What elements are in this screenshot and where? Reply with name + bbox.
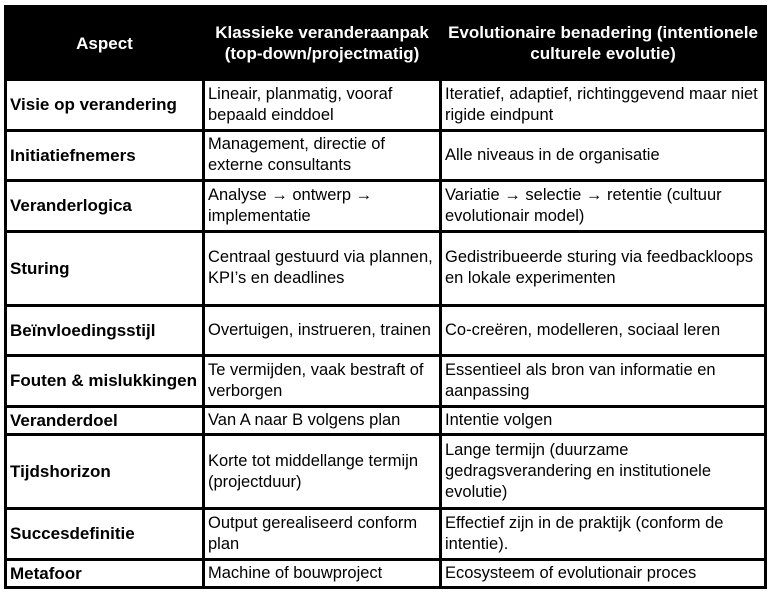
table-row <box>7 307 764 355</box>
aspect-cell: Initiatiefnemers <box>7 132 202 180</box>
classic-cell: Machine of bouwproject <box>205 561 439 586</box>
classic-cell: Management, directie of externe consultants <box>205 132 439 180</box>
table-row <box>7 233 764 304</box>
table-row <box>7 436 764 507</box>
evolutionary-cell: Lange termijn (duurzame gedragsverandering en institutionele evolutie) <box>442 436 764 507</box>
classic-cell: Overtuigen, instrueren, trainen <box>205 307 439 355</box>
classic-cell: Centraal gestuurd via plannen, KPI’s en deadlines <box>205 233 439 304</box>
header-evolutionary-approach: Evolutionaire benadering (intentionele culturele evolutie) <box>442 8 764 78</box>
table-row <box>7 561 764 586</box>
aspect-cell: Veranderlogica <box>7 182 202 230</box>
classic-cell: Output gerealiseerd conform plan <box>205 510 439 558</box>
evolutionary-cell: Effectief zijn in de praktijk (conform de intentie). <box>442 510 764 558</box>
header-classic-approach: Klassieke veranderaanpak (top-down/projectmatig) <box>205 8 439 78</box>
evolutionary-cell: Essentieel als bron van informatie en aanpassing <box>442 357 764 405</box>
aspect-cell: Visie op verandering <box>7 81 202 129</box>
aspect-cell: Fouten & mislukkingen <box>7 357 202 405</box>
classic-cell: Korte tot middellange termijn (projectduur) <box>205 436 439 507</box>
comparison-table-container <box>4 5 764 589</box>
aspect-cell: Metafoor <box>7 561 202 586</box>
aspect-cell: Veranderdoel <box>7 408 202 433</box>
evolutionary-cell: Ecosysteem of evolutionair proces <box>442 561 764 586</box>
table-row <box>7 408 764 433</box>
table-row <box>7 357 764 405</box>
evolutionary-cell: Variatie → selectie → retentie (cultuur evolutionair model) <box>442 182 764 230</box>
table-row <box>7 510 764 558</box>
aspect-cell: Succesdefinitie <box>7 510 202 558</box>
evolutionary-cell: Gedistribueerde sturing via feedbackloops en lokale experimenten <box>442 233 764 304</box>
aspect-cell: Sturing <box>7 233 202 304</box>
evolutionary-cell: Co-creëren, modelleren, sociaal leren <box>442 307 764 355</box>
aspect-cell: Tijdshorizon <box>7 436 202 507</box>
classic-cell: Van A naar B volgens plan <box>205 408 439 433</box>
comparison-table <box>4 5 767 589</box>
evolutionary-cell: Iteratief, adaptief, richtinggevend maar niet rigide eindpunt <box>442 81 764 129</box>
table-row <box>7 81 764 129</box>
classic-cell: Analyse → ontwerp → implementatie <box>205 182 439 230</box>
evolutionary-cell: Intentie volgen <box>442 408 764 433</box>
header-aspect: Aspect <box>7 8 202 78</box>
classic-cell: Te vermijden, vaak bestraft of verborgen <box>205 357 439 405</box>
classic-cell: Lineair, planmatig, vooraf bepaald einddoel <box>205 81 439 129</box>
header-row <box>7 8 764 78</box>
table-row <box>7 132 764 180</box>
evolutionary-cell: Alle niveaus in de organisatie <box>442 132 764 180</box>
table-row <box>7 182 764 230</box>
aspect-cell: Beïnvloedingsstijl <box>7 307 202 355</box>
